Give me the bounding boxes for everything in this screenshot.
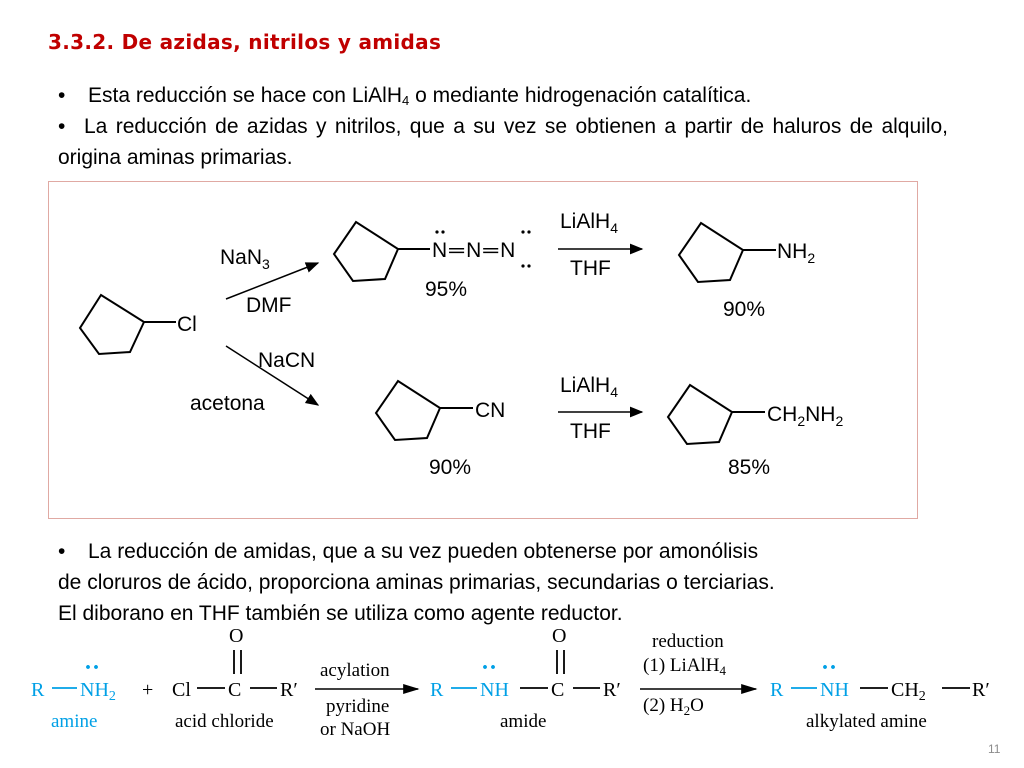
reducer-label: LiAlH$_4$ bbox=[560, 374, 618, 400]
chloride-group: Cl bbox=[177, 313, 197, 336]
amide-nh: NH bbox=[480, 679, 509, 701]
arrow-label: or NaOH bbox=[320, 719, 391, 740]
arrow-label: reduction bbox=[652, 631, 724, 652]
chlorine-atom: Cl bbox=[172, 679, 191, 701]
lone-pair-dots: ·· bbox=[481, 655, 498, 681]
cyclopentane-ring bbox=[679, 223, 743, 282]
bullet-1-text-end: o mediante hidrogenación catalítica. bbox=[409, 84, 752, 107]
yield-label: 85% bbox=[728, 456, 771, 479]
cyclopentane-ring bbox=[376, 381, 440, 440]
nitrile-group: CN bbox=[475, 399, 506, 422]
product-nh: NH bbox=[820, 679, 849, 701]
carbonyl-oxygen: O bbox=[229, 625, 244, 647]
amine-caption: amine bbox=[51, 711, 98, 732]
bullet-1-subscript: 4 bbox=[402, 93, 410, 108]
carbonyl-carbon: C bbox=[551, 679, 565, 701]
slide-title: 3.3.2. De azidas, nitrilos y amidas bbox=[48, 30, 442, 54]
methylene-group: $CH_2$ bbox=[891, 679, 926, 704]
r-group: R bbox=[770, 679, 784, 701]
cyclopentane-ring bbox=[334, 222, 398, 281]
reducer-solvent-label: THF bbox=[570, 420, 611, 443]
bullet-1-text: Esta reducción se hace con LiAlH bbox=[88, 84, 403, 107]
bullet-marker: • bbox=[58, 540, 66, 563]
amide-caption: amide bbox=[500, 711, 547, 732]
reducer-solvent-label: THF bbox=[570, 257, 611, 280]
azide-group: N═N═N bbox=[432, 239, 516, 262]
bullet-marker: • bbox=[58, 84, 66, 107]
yield-label: 95% bbox=[425, 278, 468, 301]
r-prime-group: R′ bbox=[603, 679, 621, 701]
yield-label: 90% bbox=[429, 456, 472, 479]
reagent-label: NaN$_3$ bbox=[220, 246, 270, 272]
r-group: R bbox=[31, 679, 45, 701]
acid-chloride-caption: acid chloride bbox=[175, 711, 274, 732]
arrow-label: acylation bbox=[320, 660, 390, 681]
yield-label: 90% bbox=[723, 298, 766, 321]
bullet-3-line-2: de cloruros de ácido, proporciona aminas primarias, secundarias o terciarias. bbox=[58, 571, 775, 594]
arrow-label: (2) $H_2O$ bbox=[643, 695, 704, 718]
bullet-2-text: La reducción de azidas y nitrilos, que a su vez se obtienen a partir de haluros de alquilo, origina aminas primarias. bbox=[58, 115, 948, 169]
bullet-3-line-1: La reducción de amidas, que a su vez pueden obtenerse por amonólisis bbox=[88, 540, 759, 563]
plus-sign: + bbox=[142, 679, 154, 701]
bullet-marker: • bbox=[58, 115, 66, 138]
carbonyl-oxygen: O bbox=[552, 625, 567, 647]
amine-group: $NH_2$ bbox=[777, 240, 816, 266]
reagent-label: NaCN bbox=[258, 349, 316, 372]
carbonyl-carbon: C bbox=[228, 679, 242, 701]
solvent-label: DMF bbox=[246, 294, 292, 317]
r-group: R bbox=[430, 679, 444, 701]
bullet-3-line-3: El diborano en THF también se utiliza como agente reductor. bbox=[58, 602, 623, 625]
r-prime-group: R′ bbox=[972, 679, 990, 701]
aminomethyl-group: $CH_2NH_2$ bbox=[767, 403, 844, 429]
bullet-3 bbox=[58, 536, 948, 629]
r-prime-group: R′ bbox=[280, 679, 298, 701]
solvent-label: acetona bbox=[190, 392, 265, 415]
alkylated-amine-caption: alkylated amine bbox=[806, 711, 927, 732]
slide-number: 11 bbox=[988, 742, 1001, 756]
arrow-label: pyridine bbox=[326, 696, 390, 717]
arrow-label: (1) LiAlH$_4$ bbox=[643, 655, 727, 678]
lone-pair-dots: ·· bbox=[821, 655, 838, 681]
cyclopentane-ring bbox=[668, 385, 732, 444]
lone-pair-dots: ·· bbox=[84, 655, 101, 681]
cyclopentane-ring bbox=[80, 295, 144, 354]
amine-nh2: $NH_2$ bbox=[80, 679, 116, 704]
reducer-label: LiAlH$_4$ bbox=[560, 210, 618, 236]
